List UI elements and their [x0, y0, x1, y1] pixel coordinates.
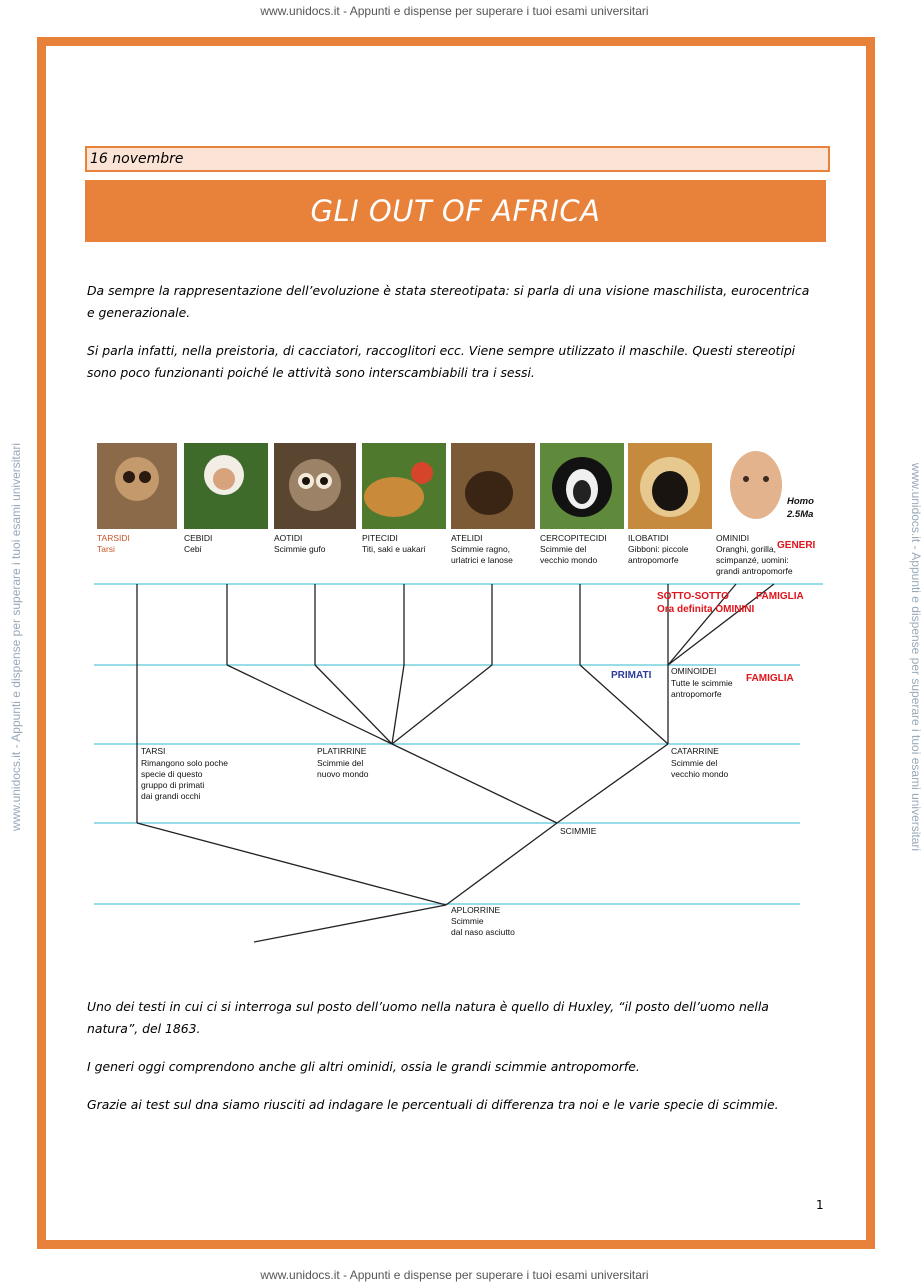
homo-age-label: 2.5Ma: [787, 509, 814, 520]
family-label-tarsidi: [97, 533, 130, 554]
svg-text:TARSIDI: TARSIDI: [97, 533, 130, 543]
paragraph-4: I generi oggi comprendono anche gli altri ominidi, ossia le grandi scimmie antropomorfe.: [87, 1059, 640, 1074]
page-number: 1: [816, 1198, 824, 1212]
node-label-tarsi: [141, 746, 228, 801]
svg-text:Titi, saki e uakari: Titi, saki e uakari: [362, 544, 426, 554]
paragraph-3: Uno dei testi in cui ci si interroga sul posto dell’uomo nella natura è quello di Huxley, “il posto dell’uomo nella natura”, del 1863.: [87, 999, 769, 1036]
svg-text:antropomorfe: antropomorfe: [628, 555, 679, 565]
svg-text:specie di questo: specie di questo: [141, 769, 203, 779]
svg-text:PITECIDI: PITECIDI: [362, 533, 398, 543]
node-label-catarrine: [671, 746, 728, 779]
annotation-sotto-sotto: SOTTO-SOTTO: [657, 591, 729, 602]
svg-text:Gibboni: piccole: Gibboni: piccole: [628, 544, 689, 554]
family-label-ilobatidi: [628, 533, 689, 565]
svg-text:dai grandi occhi: dai grandi occhi: [141, 791, 201, 801]
svg-text:CERCOPITECIDI: CERCOPITECIDI: [540, 533, 607, 543]
svg-text:ATELIDI: ATELIDI: [451, 533, 483, 543]
paragraph-1: Da sempre la rappresentazione dell’evoluzione è stata stereotipata: si parla di una visione maschilista, eurocentrica e generazionale.: [87, 283, 810, 320]
annotation-generi: GENERI: [777, 540, 816, 551]
watermark-top: www.unidocs.it - Appunti e dispense per superare i tuoi esami universitari: [260, 4, 649, 18]
svg-text:urlatrici e lanose: urlatrici e lanose: [451, 555, 513, 565]
primate-phylogeny-figure: [94, 437, 823, 942]
family-label-cercopitecidi: [540, 533, 607, 565]
svg-text:ILOBATIDI: ILOBATIDI: [628, 533, 669, 543]
svg-text:antropomorfe: antropomorfe: [671, 689, 722, 699]
svg-text:Scimmie gufo: Scimmie gufo: [274, 544, 326, 554]
photo-tarsier-face: [115, 457, 159, 501]
paragraph-2: Si parla infatti, nella preistoria, di cacciatori, raccoglitori ecc. Viene sempre utilizzato il maschile. Questi stereotipi sono poco funzionanti poiché le attività sono interscambiabili tra i sessi.: [87, 343, 796, 380]
svg-text:Cebi: Cebi: [184, 544, 202, 554]
svg-text:APLORRINE: APLORRINE: [451, 905, 501, 915]
homo-label: Homo: [787, 496, 814, 507]
svg-text:dal naso asciutto: dal naso asciutto: [451, 927, 515, 937]
node-label-aplorrine: [451, 905, 515, 937]
svg-text:Scimmie del: Scimmie del: [540, 544, 587, 554]
annotation-famiglia-1: FAMIGLIA: [756, 591, 804, 602]
svg-text:AOTIDI: AOTIDI: [274, 533, 303, 543]
page-title: GLI OUT OF AFRICA: [85, 180, 826, 242]
annotation-famiglia-2: FAMIGLIA: [746, 673, 794, 684]
svg-text:OMINOIDEI: OMINOIDEI: [671, 666, 717, 676]
phylogeny-svg: [94, 437, 823, 942]
watermark-bottom: www.unidocs.it - Appunti e dispense per superare i tuoi esami universitari: [260, 1268, 649, 1282]
node-label-ominoidei: [671, 666, 733, 699]
svg-text:Oranghi, gorilla,: Oranghi, gorilla,: [716, 544, 777, 554]
family-label-atelidi: [451, 533, 513, 565]
svg-text:Scimmie del: Scimmie del: [671, 758, 718, 768]
paragraph-5: Grazie ai test sul dna siamo riusciti ad indagare le percentuali di differenza tra noi e le varie specie di scimmie.: [87, 1097, 779, 1112]
watermark-right: www.unidocs.it - Appunti e dispense per superare i tuoi esami universitari: [909, 462, 923, 852]
svg-text:OMINIDI: OMINIDI: [716, 533, 750, 543]
node-label-scimmie: SCIMMIE: [560, 826, 597, 836]
family-label-cebidi: [184, 533, 212, 554]
svg-text:CATARRINE: CATARRINE: [671, 746, 719, 756]
svg-text:Scimmie: Scimmie: [451, 916, 484, 926]
svg-text:CEBIDI: CEBIDI: [184, 533, 213, 543]
svg-text:grandi antropomorfe: grandi antropomorfe: [716, 566, 793, 576]
svg-text:nuovo mondo: nuovo mondo: [317, 769, 369, 779]
family-label-aotidi: [274, 533, 326, 554]
svg-text:PLATIRRINE: PLATIRRINE: [317, 746, 367, 756]
watermark-left: www.unidocs.it - Appunti e dispense per superare i tuoi esami universitari: [9, 442, 24, 832]
annotation-ominini: Ora definita OMININI: [657, 604, 755, 615]
svg-text:gruppo di primati: gruppo di primati: [141, 780, 205, 790]
family-label-pitecidi: [362, 533, 426, 554]
svg-text:vecchio mondo: vecchio mondo: [540, 555, 598, 565]
svg-text:vecchio mondo: vecchio mondo: [671, 769, 729, 779]
node-label-platirrine: [317, 746, 369, 779]
annotation-primati: PRIMATI: [611, 670, 652, 681]
svg-text:Rimangono solo poche: Rimangono solo poche: [141, 758, 228, 768]
svg-text:Tarsi: Tarsi: [97, 544, 115, 554]
guide-lines: [94, 584, 823, 904]
date-heading: 16 novembre: [85, 146, 830, 172]
svg-text:scimpanzé, uomini:: scimpanzé, uomini:: [716, 555, 789, 565]
svg-text:Tutte le scimmie: Tutte le scimmie: [671, 678, 733, 688]
svg-text:Scimmie ragno,: Scimmie ragno,: [451, 544, 511, 554]
svg-text:TARSI: TARSI: [141, 746, 166, 756]
svg-text:Scimmie del: Scimmie del: [317, 758, 364, 768]
